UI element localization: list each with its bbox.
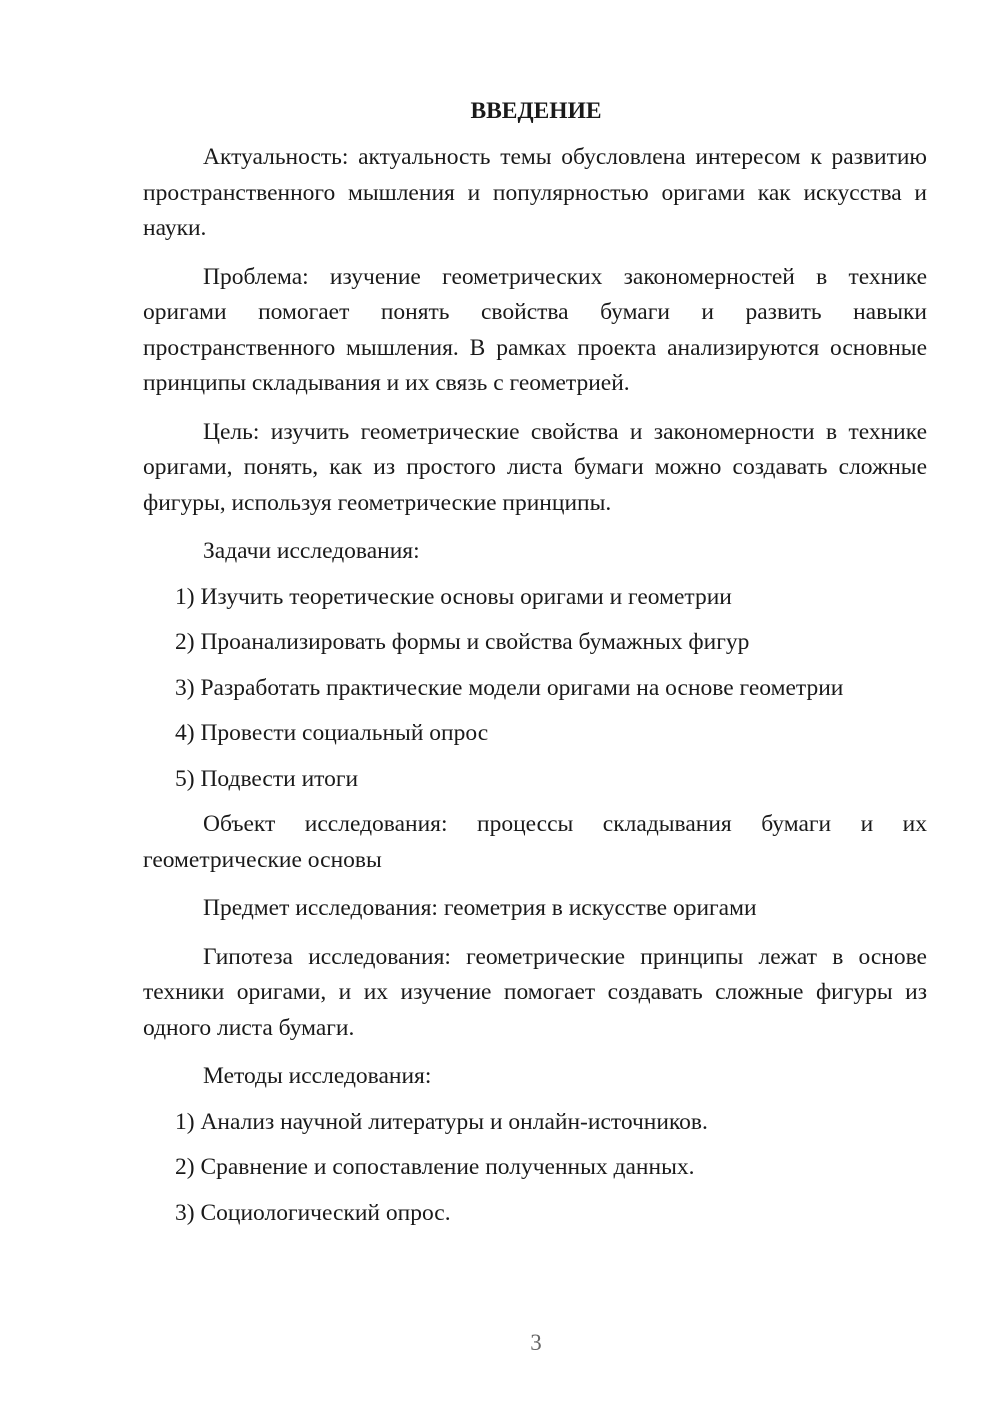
page-number: 3 (530, 1330, 542, 1355)
list-item: 3) Разработать практические модели оригами на основе геометрии (175, 674, 844, 701)
list-item: 2) Сравнение и сопоставление полученных данных. (175, 1154, 695, 1180)
tasks-heading: Задачи исследования: (203, 538, 420, 564)
subject-paragraph: Предмет исследования: геометрия в искусстве оригами (203, 895, 757, 921)
problem-paragraph: Проблема: изучение геометрических закономерностей в технике оригами помогает понять свойства бумаги и развить навыки пространственного мышления. В рамках проекта анализируются основные принципы складывания и их связь с геометрией. (143, 263, 927, 396)
page-content (143, 94, 927, 1241)
list-item: 1) Изучить теоретические основы оригами и геометрии (175, 583, 732, 610)
page-title: ВВЕДЕНИЕ (470, 98, 602, 124)
list-item: 3) Социологический опрос. (175, 1199, 451, 1226)
goal-paragraph: Цель: изучить геометрические свойства и закономерности в технике оригами, понять, как из простого листа бумаги можно создавать сложные фигуры, используя геометрические принципы. (143, 418, 927, 516)
hypothesis-paragraph: Гипотеза исследования: геометрические принципы лежат в основе техники оригами, и их изучение помогает создавать сложные фигуры из одного листа бумаги. (143, 943, 927, 1041)
list-item: 2) Проанализировать формы и свойства бумажных фигур (175, 629, 750, 655)
list-item: 4) Провести социальный опрос (175, 720, 489, 746)
relevance-paragraph: Актуальность: актуальность темы обусловлена интересом к развитию пространственного мышления и популярностью оригами как искусства и науки. (143, 144, 927, 241)
list-item: 1) Анализ научной литературы и онлайн-источников. (175, 1108, 708, 1135)
methods-list (143, 1105, 927, 1232)
list-item: 5) Подвести итоги (175, 765, 359, 792)
methods-heading: Методы исследования: (203, 1063, 432, 1089)
object-paragraph: Объект исследования: процессы складывания бумаги и их геометрические основы (143, 811, 927, 873)
tasks-list (143, 580, 927, 798)
